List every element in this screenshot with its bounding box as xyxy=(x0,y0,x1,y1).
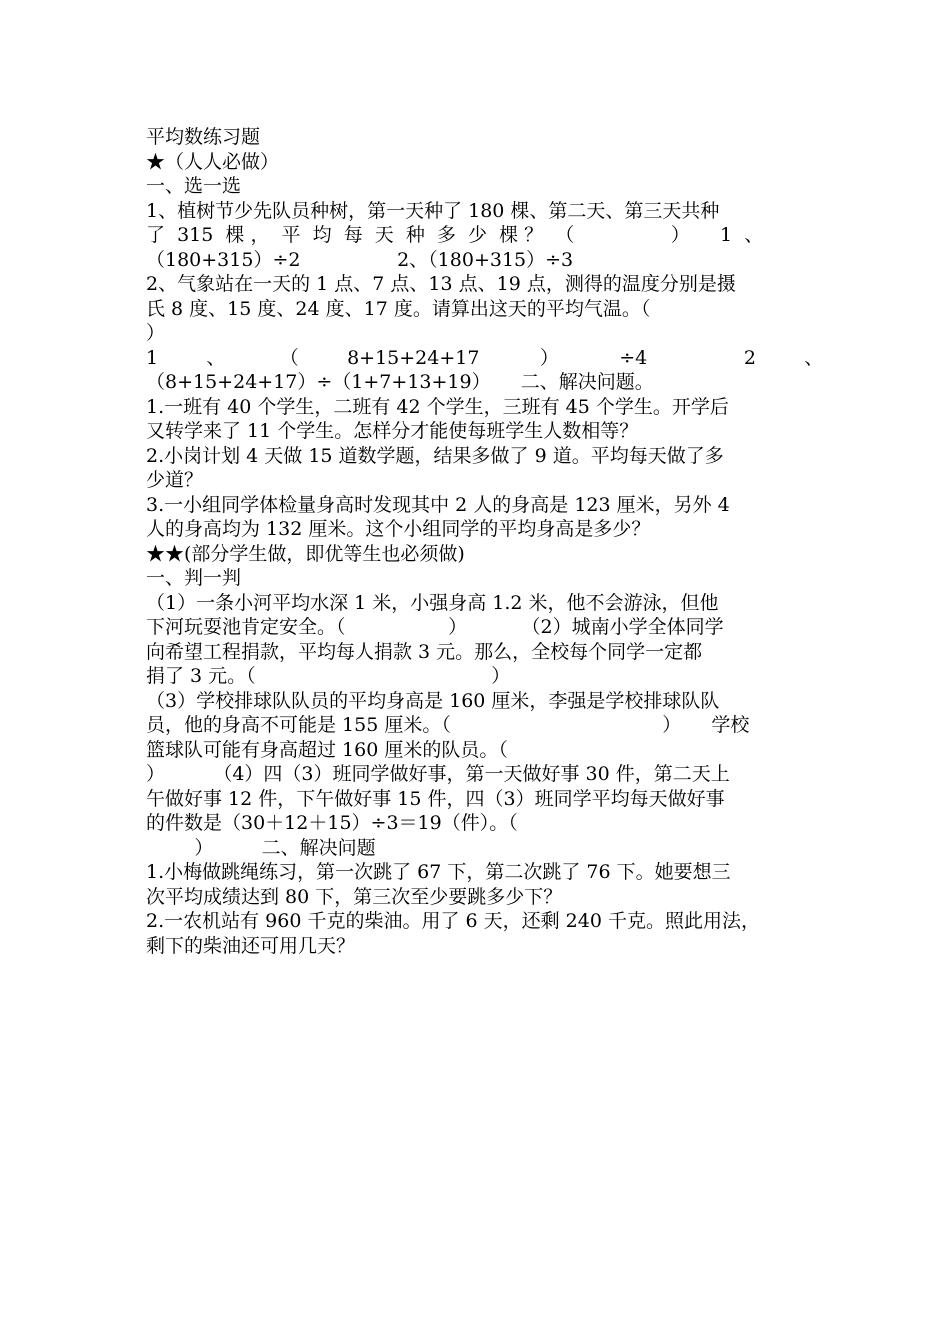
text-line: 的件数是（30＋12＋15）÷3＝19（件）。（ xyxy=(146,812,518,834)
text-line: 人的身高均为 132 厘米。这个小组同学的平均身高是多少？ xyxy=(146,518,651,540)
text-line: 3.一小组同学体检量身高时发现其中 2 人的身高是 123 厘米，另外 4 xyxy=(146,493,730,516)
text-line: 1.小梅做跳绳练习，第一次跳了 67 下，第二次跳了 76 下。她要想三 xyxy=(146,861,731,883)
text-line: 少道？ xyxy=(146,469,204,491)
text-line: ） （4）四（3）班同学做好事，第一天做好事 30 件，第二天上 xyxy=(146,763,730,785)
section-basic-heading: ★（人人必做） xyxy=(146,150,280,173)
text-line: 下河玩耍池肯定安全。（ ） （2）城南小学全体同学 xyxy=(146,616,724,638)
text-line: 1、植树节少先队员种树，第一天种了 180 棵、第二天、第三天共种 xyxy=(146,199,720,222)
text-line: 篮球队可能有身高超过 160 厘米的队员。（ xyxy=(146,738,508,761)
part1-heading: 一、选一选 xyxy=(146,175,242,197)
text-line: （1）一条小河平均水深 1 米，小强身高 1.2 米，他不会游泳，但他 xyxy=(146,591,719,614)
text-line: 午做好事 12 件，下午做好事 15 件，四（3）班同学平均每天做好事 xyxy=(146,787,725,810)
worksheet-page xyxy=(146,125,824,958)
text-line: 1.一班有 40 个学生，二班有 42 个学生，三班有 45 个学生。开学后 xyxy=(146,395,729,418)
text-line: （180+315）÷2 2、（180+315）÷3 xyxy=(146,248,574,271)
part-judge-heading: 一、判一判 xyxy=(146,567,242,589)
section-advanced-heading: ★★(部分学生做，即优等生也必须做) xyxy=(146,542,465,565)
text-line: 向希望工程捐款，平均每人捐款 3 元。那么，全校每个同学一定都 xyxy=(146,640,703,663)
text-line: 捐了 3 元。（ ） xyxy=(146,665,511,687)
text-line: ） xyxy=(146,322,166,344)
text-line: （3）学校排球队队员的平均身高是 160 厘米，李强是学校排球队队 xyxy=(146,689,720,712)
text-line: 次平均成绩达到 80 下，第三次至少要跳多少下？ xyxy=(146,885,563,908)
text-line: 2、气象站在一天的 1 点、7 点、13 点、19 点，测得的温度分别是摄 xyxy=(146,273,736,295)
text-line: 2.小岗计划 4 天做 15 道数学题，结果多做了 9 道。平均每天做了多 xyxy=(146,444,724,467)
text-line: 2.一农机站有 960 千克的柴油。用了 6 天，还剩 240 千克。照此用法， xyxy=(146,910,760,932)
text-line: （8+15+24+17）÷（1+7+13+19） 二、解决问题。 xyxy=(146,371,654,393)
text-line: 氏 8 度、15 度、24 度、17 度。请算出这天的平均气温。（ xyxy=(146,297,651,320)
text-line: ） 二、解决问题 xyxy=(146,836,376,859)
worksheet-title: 平均数练习题 xyxy=(146,126,261,148)
text-line: 了 315 棵 ， 平 均 每 天 种 多 少 棵 ？ （ ） 1 、 xyxy=(146,224,764,246)
text-line: 员，他的身高不可能是 155 厘米。（ ） 学校 xyxy=(146,714,750,736)
text-line: 又转学来了 11 个学生。怎样分才能使每班学生人数相等？ xyxy=(146,420,639,442)
text-line: 剩下的柴油还可用几天？ xyxy=(146,934,356,957)
text-line: 1 、 （ 8+15+24+17 ） ÷4 2 、 xyxy=(146,346,824,369)
